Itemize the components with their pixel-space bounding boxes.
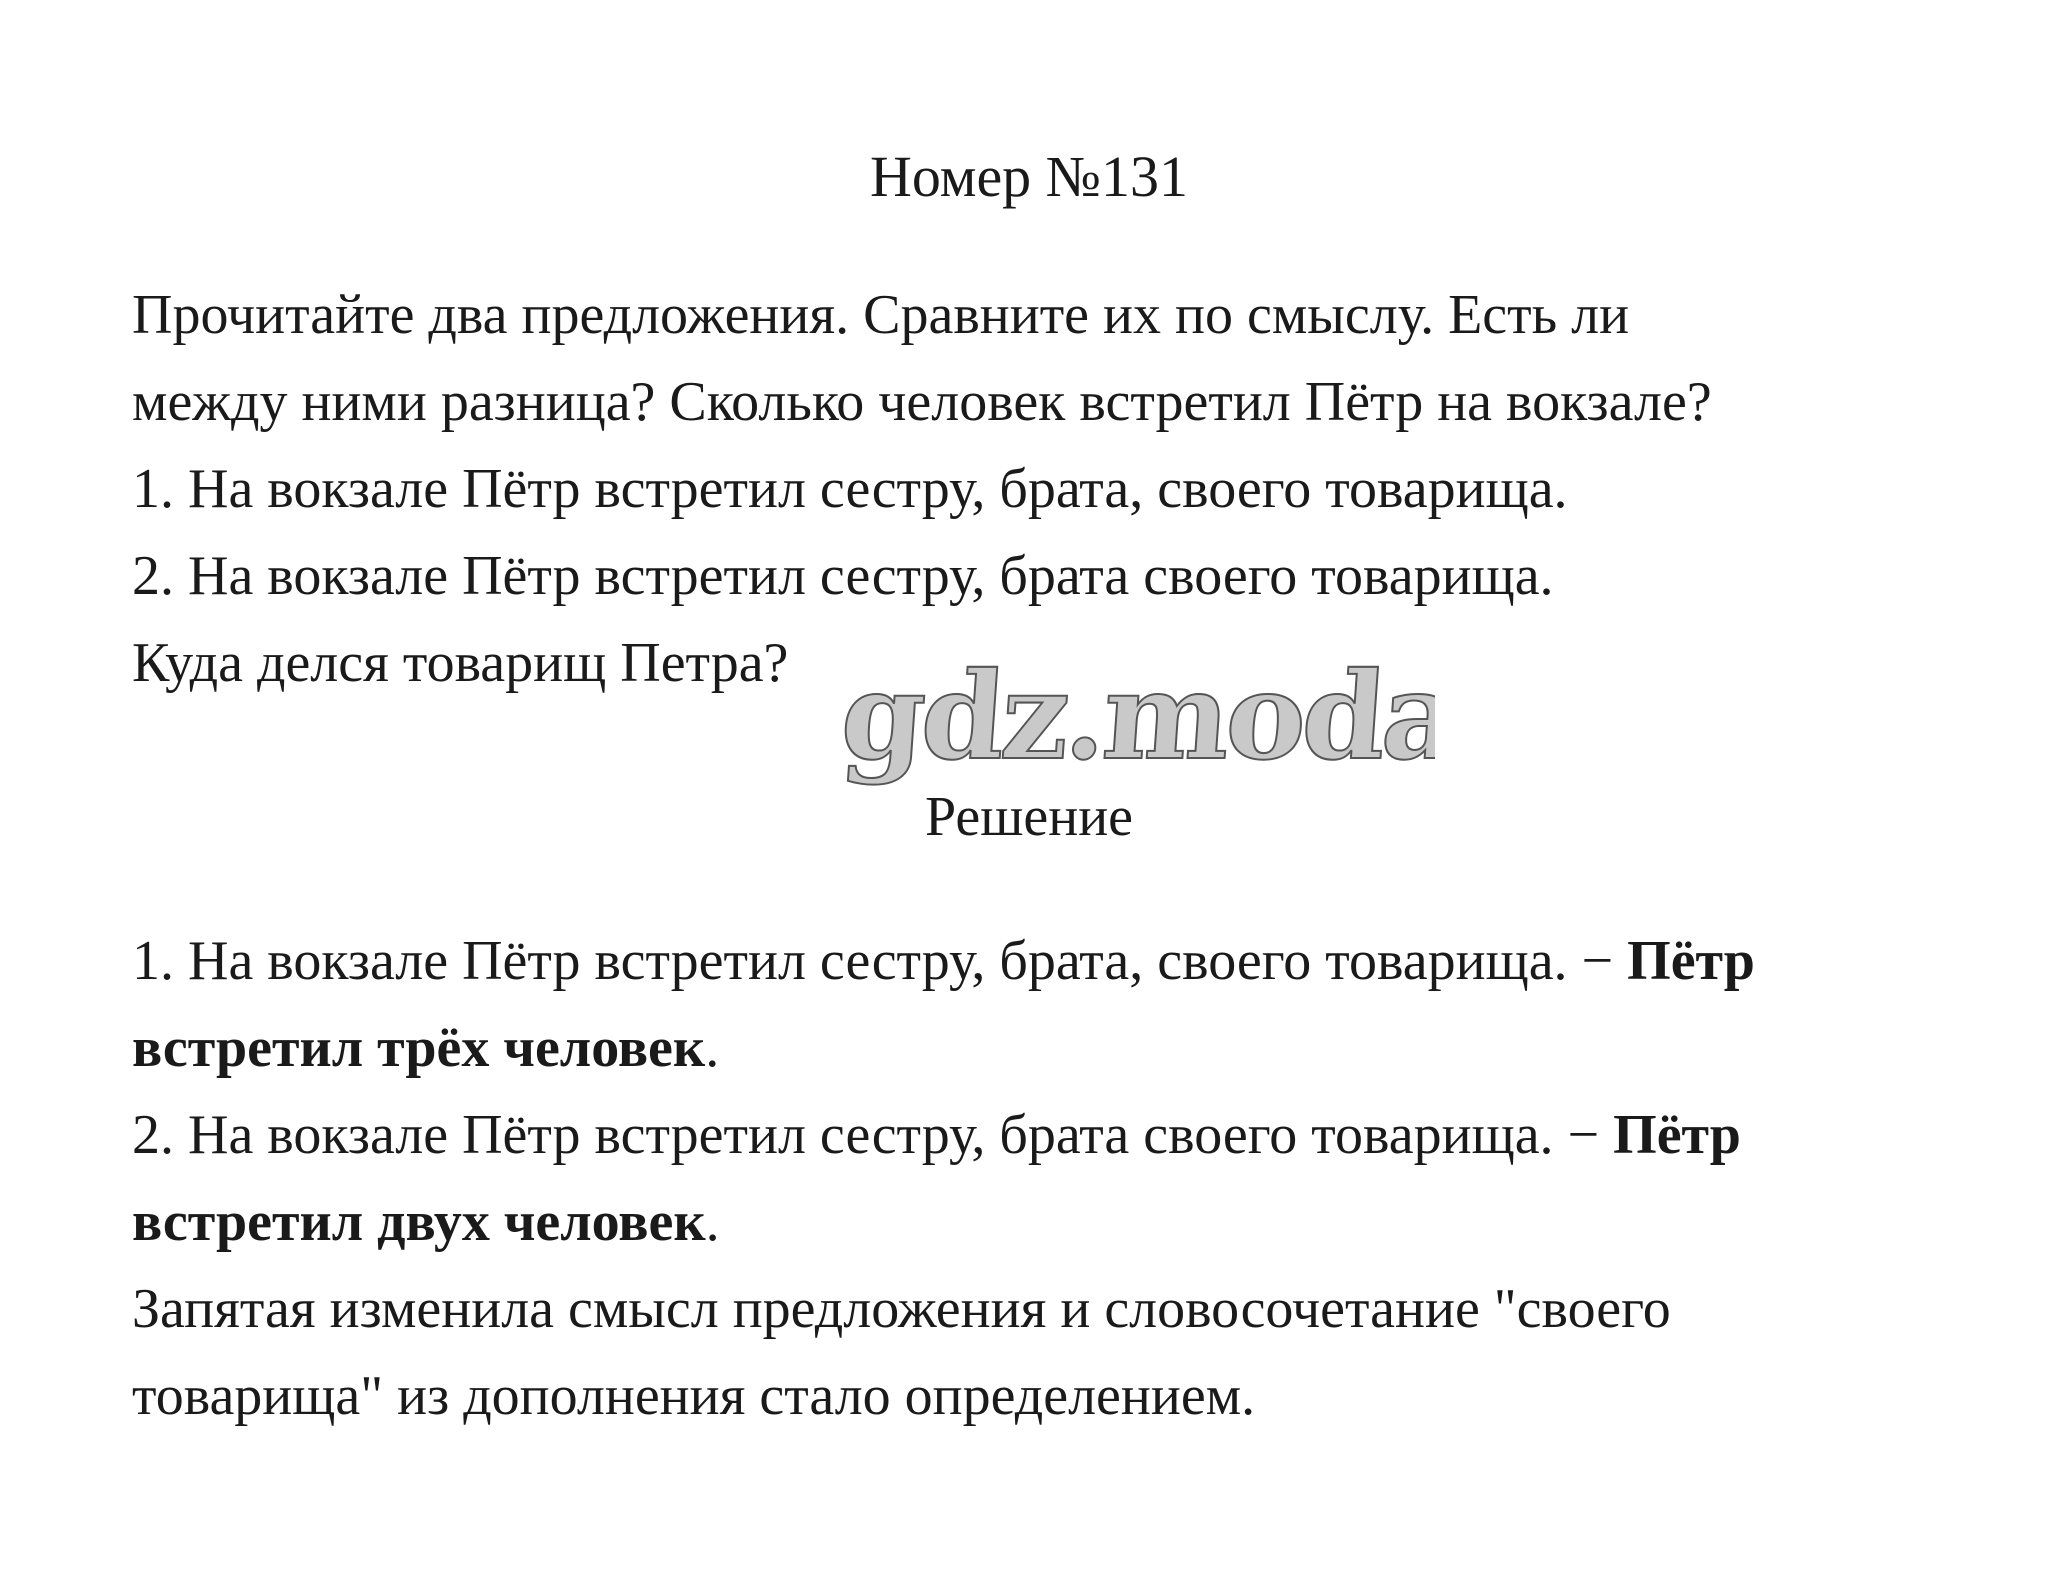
solution-item-1-line-2	[132, 1005, 1932, 1092]
solution-item-1-text: 1. На вокзале Пётр встретил сестру, брата, своего товарища. −	[132, 930, 1628, 992]
solution-item-2-text: 2. На вокзале Пётр встретил сестру, брата своего товарища. −	[132, 1104, 1614, 1166]
solution-item-1-line-1	[132, 918, 1932, 1005]
conclusion-line: Запятая изменила смысл предложения и словосочетание "своего	[132, 1278, 1671, 1340]
solution-item-2-bold-a: Пётр	[1613, 1104, 1741, 1166]
solution-item-1-bold-a: Пётр	[1627, 930, 1755, 992]
page-title: Номер №131	[869, 144, 1189, 209]
task-line: между ними разница? Сколько человек встретил Пётр на вокзале?	[132, 371, 1712, 433]
solution-item-2-end: .	[705, 1191, 720, 1253]
solution-heading: Решение	[924, 786, 1134, 848]
solution-item-2-bold-b: встретил двух человек	[132, 1191, 706, 1253]
task-line: 2. На вокзале Пётр встретил сестру, брата своего товарища.	[132, 545, 1554, 607]
solution-item-1-bold-b: встретил трёх человек	[132, 1017, 706, 1079]
conclusion-line: товарища" из дополнения стало определением.	[132, 1365, 1256, 1427]
solution-item-2-line-2	[132, 1179, 1932, 1266]
solution-text	[132, 918, 1932, 1440]
watermark-logo	[835, 640, 1435, 800]
solution-item-1-end: .	[705, 1017, 720, 1079]
solution-item-2-line-1	[132, 1092, 1932, 1179]
task-line: Куда делся товарищ Петра?	[132, 632, 789, 694]
watermark-text: gdz.moda	[836, 646, 1435, 787]
task-line: Прочитайте два предложения. Сравните их по смыслу. Есть ли	[132, 284, 1630, 346]
task-line: 1. На вокзале Пётр встретил сестру, брата, своего товарища.	[132, 458, 1568, 520]
